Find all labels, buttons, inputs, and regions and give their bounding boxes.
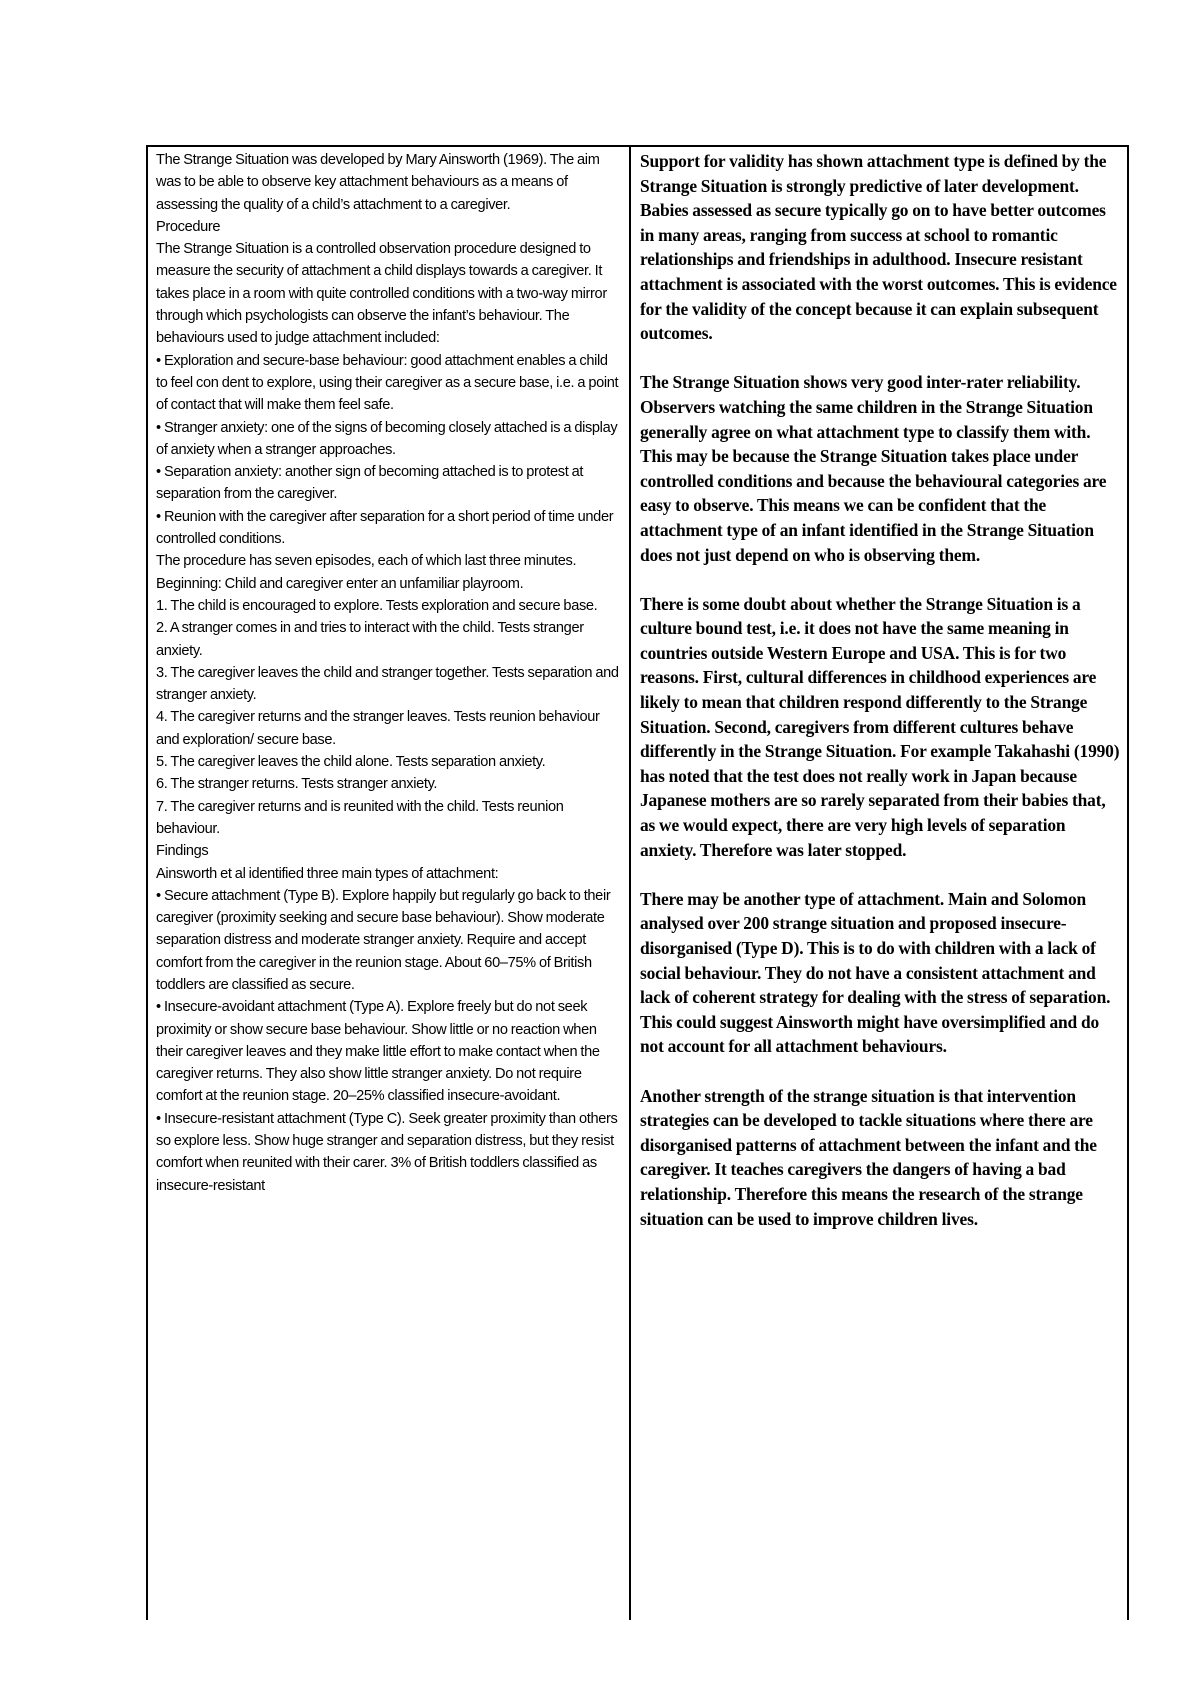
right-column-evaluation — [640, 149, 1120, 1256]
episode-item: 7. The caregiver returns and is reunited with the child. Tests reunion behaviour. — [156, 798, 564, 837]
behaviour-item: • Stranger anxiety: one of the signs of becoming closely attached is a display of anxiety when a stranger approaches. — [156, 419, 618, 458]
attachment-type-item: • Secure attachment (Type B). Explore happily but regularly go back to their caregiver (proximity seeking and secure base behaviour). Show moderate separation distress and moderate stranger anxiety. Require and accept comfort from the caregiver in the reunion stage. About 60–75% of British toddlers are classified as secure. — [156, 887, 611, 993]
episode-item: 3. The caregiver leaves the child and stranger together. Tests separation and stranger anxiety. — [156, 664, 619, 704]
attachment-type-item: • Insecure-resistant attachment (Type C). Seek greater proximity than others so explore less. Show huge stranger and separation distress, but they resist comfort when reunited with their carer. 3% of British toddlers classified as insecure-resistant — [156, 1110, 618, 1194]
episode-item: 5. The caregiver leaves the child alone. Tests separation anxiety. — [156, 754, 546, 771]
episode-item: 1. The child is encouraged to explore. Tests exploration and secure base. — [156, 597, 598, 614]
findings-heading: Findings — [156, 843, 209, 860]
episodes-paragraph: The procedure has seven episodes, each of which last three minutes. Beginning: Child and caregiver enter an unfamiliar playroom. — [156, 553, 577, 592]
behaviour-item: • Reunion with the caregiver after separation for a short period of time under controlled conditions. — [156, 508, 614, 548]
episode-item: 4. The caregiver returns and the stranger leaves. Tests reunion behaviour and exploration/ secure base. — [156, 709, 600, 748]
left-column-procedure-findings — [156, 149, 622, 1197]
behaviour-item: • Exploration and secure-base behaviour: good attachment enables a child to feel con dent to explore, using their caregiver as a secure base, i.e. a point of contact that will make them feel safe. — [156, 352, 619, 414]
procedure-heading: Procedure — [156, 218, 221, 235]
evaluation-paragraph: Another strength of the strange situation is that intervention strategies can be developed to tackle situations where there are disorganised patterns of attachment between the infant and the caregiver. It teaches caregivers the dangers of having a bad relationship. Therefore this means the research of the strange situation can be used to improve children lives. — [640, 1085, 1097, 1229]
behaviour-item: • Separation anxiety: another sign of becoming attached is to protest at separation from the caregiver. — [156, 464, 584, 503]
column-divider — [629, 145, 631, 1620]
attachment-type-item: • Insecure-avoidant attachment (Type A). Explore freely but do not seek proximity or show secure base behaviour. Show little or no reaction when their caregiver leaves and they make little effort to make contact when the caregiver returns. They also show little stranger anxiety. Do not require comfort at the reunion stage. 20–25% classified insecure-avoidant. — [156, 999, 600, 1105]
findings-intro: Ainsworth et al identified three main types of attachment: — [156, 865, 499, 882]
evaluation-paragraph: Support for validity has shown attachment type is defined by the Strange Situation is strongly predictive of later development. Babies assessed as secure typically go on to have better outcomes in many areas, ranging from success at school to romantic relationships and friendships in adulthood. Insecure resistant attachment is associated with the worst outcomes. This is evidence for the validity of the concept because it can explain subsequent outcomes. — [640, 151, 1117, 344]
episode-item: 2. A stranger comes in and tries to interact with the child. Tests stranger anxiety. — [156, 620, 584, 659]
intro-paragraph: The Strange Situation was developed by Mary Ainsworth (1969). The aim was to be able to observe key attachment behaviours as a means of assessing the quality of a child’s attachment to a caregiver. — [156, 152, 600, 213]
procedure-paragraph: The Strange Situation is a controlled observation procedure designed to measure the security of attachment a child displays towards a caregiver. It takes place in a room with quite controlled conditions with a two-way mirror through which psychologists can observe the infant’s behaviour. The behaviours used to judge attachment included: — [156, 241, 607, 347]
episode-item: 6. The stranger returns. Tests stranger anxiety. — [156, 776, 438, 793]
evaluation-paragraph: The Strange Situation shows very good inter-rater reliability. Observers watching the same children in the Strange Situation generally agree on what attachment type to classify them with. This may be because the Strange Situation takes place under controlled conditions and because the behavioural categories are easy to observe. This means we can be confident that the attachment type of an infant identified in the Strange Situation does not just depend on who is observing them. — [640, 372, 1107, 565]
evaluation-paragraph: There may be another type of attachment. Main and Solomon analysed over 200 strange situation and proposed insecure-disorganised (Type D). This is to do with children with a lack of social behaviour. They do not have a consistent attachment and lack of coherent strategy for dealing with the stress of separation. This could suggest Ainsworth might have oversimplified and do not account for all attachment behaviours. — [640, 888, 1111, 1057]
evaluation-paragraph: There is some doubt about whether the Strange Situation is a culture bound test, i.e. it does not have the same meaning in countries outside Western Europe and USA. This is for two reasons. First, cultural differences in childhood experiences are likely to mean that children respond differently to the Strange Situation. Second, caregivers from different cultures behave differently in the Strange Situation. For example Takahashi (1990) has noted that the test does not really work in Japan because Japanese mothers are so rarely separated from their babies that, as we would expect, there are very high levels of separation anxiety. Therefore was later stopped. — [640, 593, 1120, 860]
